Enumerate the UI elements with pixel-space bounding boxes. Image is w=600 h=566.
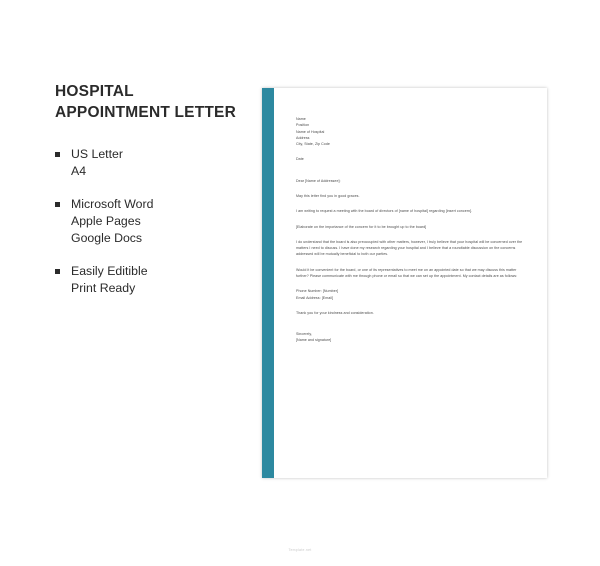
document-preview[interactable] (262, 88, 547, 478)
body-paragraph: Would it be convenient for the board, or one of its representatives to meet me on an appointed date so that we may discuss this matter further? Please communicate with me through phone or email so that we can set up the appointment. My contact details are as follows: (296, 267, 518, 278)
watermark: Template.net (288, 548, 312, 552)
body-paragraph: I do understand that the board is also preoccupied with other matters, however, I truly believe that your hospital will be concerned over the matters I need to discuss. I have done my research regarding your hospital and I believe that a roundtable discussion on the concerns addressed will be mutually beneficial to both our parties. (296, 239, 523, 257)
bullet-square-icon (55, 152, 60, 157)
feature-line: Easily Editible (71, 263, 148, 278)
feature-line: A4 (71, 163, 87, 178)
letterhead-line: Name (296, 117, 306, 121)
letterhead-block (296, 116, 525, 147)
letterhead-line: Position (296, 123, 310, 128)
contact-block (296, 288, 525, 301)
letterhead-line: Address (296, 135, 310, 140)
signature-line: [Name and signature] (296, 338, 332, 343)
left-info-panel (55, 82, 250, 313)
feature-group (55, 146, 250, 180)
feature-group (55, 263, 250, 297)
body-paragraph: May this letter find you in good graces. (296, 193, 360, 198)
signature-line: Sincerely, (296, 332, 313, 337)
feature-line: Apple Pages (71, 213, 141, 228)
letterhead-line: City, State, Zip Code (296, 142, 330, 147)
document-accent-bar (262, 88, 274, 478)
salutation-line: Dear [Name of Addressee]: (296, 178, 341, 183)
body-paragraph: I am writing to request a meeting with the board of directors of [name of hospital] regarding [insert concern]. (296, 209, 473, 214)
feature-line: Google Docs (71, 230, 143, 245)
bullet-square-icon (55, 269, 60, 274)
body-paragraph: [Elaborate on the importance of the concern for it to be brought up to the board] (296, 224, 427, 229)
signature-block (296, 331, 525, 344)
bullet-square-icon (55, 202, 60, 207)
feature-line: Print Ready (71, 280, 136, 295)
feature-line: Microsoft Word (71, 196, 154, 211)
closing-paragraph: Thank you for your kindness and consideration. (296, 310, 374, 315)
date-line: Date (296, 157, 304, 162)
document-body (274, 88, 547, 478)
contact-line: Phone Number: [Number] (296, 289, 339, 294)
feature-group (55, 196, 250, 247)
contact-line: Email Address: [Email] (296, 295, 334, 300)
page-title: HOSPITAL APPOINTMENT LETTER (55, 83, 236, 121)
feature-line: US Letter (71, 146, 123, 161)
letterhead-line: Name of Hospital (296, 129, 325, 134)
